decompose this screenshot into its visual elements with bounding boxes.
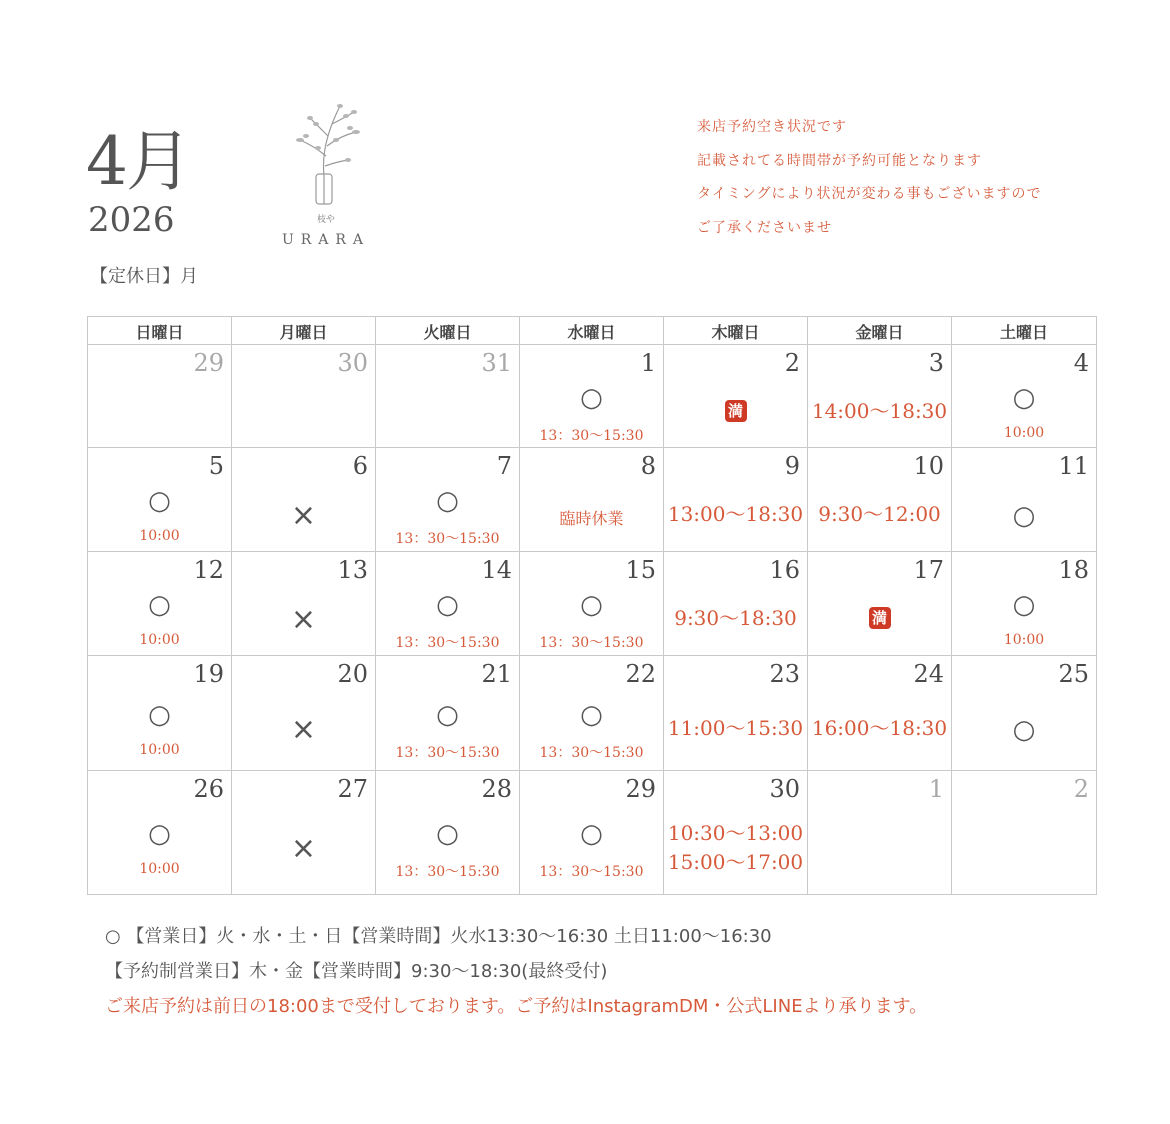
day-number: 14 bbox=[481, 556, 512, 584]
notice-line: タイミングにより状況が変わる事もございますので bbox=[697, 186, 1042, 202]
day-cell[interactable] bbox=[952, 552, 1096, 655]
day-cell[interactable] bbox=[952, 345, 1096, 447]
day-number: 27 bbox=[337, 775, 368, 803]
day-number: 15 bbox=[625, 556, 656, 584]
reservation-slot-time: 10:30〜13:00 bbox=[667, 821, 804, 845]
day-cell[interactable] bbox=[808, 771, 952, 894]
weekday-header: 日曜日 bbox=[88, 317, 232, 344]
day-cell[interactable] bbox=[664, 345, 808, 447]
reservation-slot-time: 11:00〜15:30 bbox=[667, 715, 804, 740]
day-cell[interactable] bbox=[808, 552, 952, 655]
available-circle-icon: ○ bbox=[1012, 501, 1036, 531]
day-number: 2 bbox=[784, 349, 800, 377]
reservation-slots bbox=[808, 397, 951, 426]
unavailable-cross-icon: × bbox=[290, 831, 317, 866]
reservation-slots bbox=[664, 604, 807, 633]
calendar-week-row bbox=[88, 448, 1096, 552]
day-number: 28 bbox=[481, 775, 512, 803]
time-slot-label: 13：30〜15:30 bbox=[395, 744, 500, 761]
day-cell[interactable] bbox=[952, 771, 1096, 894]
available-circle-icon: ○ bbox=[580, 590, 603, 620]
temporary-closure-label: 臨時休業 bbox=[559, 509, 624, 528]
reservation-slots bbox=[664, 819, 807, 877]
weekday-header-row bbox=[88, 317, 1096, 345]
logo-subtext: 枝や bbox=[316, 215, 335, 225]
branch-vase-icon bbox=[270, 96, 382, 208]
available-circle-icon: ○ bbox=[580, 699, 603, 730]
day-cell[interactable] bbox=[664, 552, 808, 655]
available-circle-icon: ○ bbox=[436, 486, 459, 516]
time-slot-label: 10:00 bbox=[139, 528, 180, 544]
time-slot-label: 13：30〜15:30 bbox=[539, 427, 644, 444]
day-number: 5 bbox=[208, 452, 224, 480]
day-number: 30 bbox=[337, 349, 368, 377]
day-cell[interactable] bbox=[376, 552, 520, 655]
available-circle-icon: ○ bbox=[148, 486, 171, 516]
day-cell[interactable] bbox=[376, 345, 520, 447]
day-cell[interactable] bbox=[88, 345, 232, 447]
day-cell[interactable] bbox=[952, 656, 1096, 770]
day-number: 26 bbox=[193, 775, 224, 803]
closed-days-label: 【定休日】月 bbox=[90, 266, 198, 287]
reservation-slots bbox=[664, 714, 807, 743]
reservation-slot-time: 13:00〜18:30 bbox=[667, 502, 804, 526]
day-number: 25 bbox=[1058, 660, 1089, 688]
day-number: 3 bbox=[928, 349, 944, 377]
reservation-slot-time: 15:00〜17:00 bbox=[667, 850, 804, 874]
calendar-week-row bbox=[88, 656, 1096, 771]
available-circle-icon: ○ bbox=[148, 699, 171, 730]
unavailable-cross-icon: × bbox=[290, 498, 317, 533]
day-number: 29 bbox=[193, 349, 224, 377]
available-circle-icon: ○ bbox=[436, 590, 459, 620]
day-number: 2 bbox=[1073, 775, 1089, 803]
day-cell[interactable] bbox=[232, 552, 376, 655]
day-cell[interactable] bbox=[232, 448, 376, 551]
time-slot-label: 10:00 bbox=[1003, 632, 1045, 648]
day-cell[interactable] bbox=[232, 656, 376, 770]
day-cell[interactable] bbox=[664, 771, 808, 894]
day-number: 6 bbox=[352, 452, 368, 480]
day-cell[interactable] bbox=[88, 552, 232, 655]
available-circle-icon: ○ bbox=[580, 819, 603, 849]
legend bbox=[105, 922, 927, 1027]
time-slot-label: 13：30〜15:30 bbox=[539, 864, 644, 880]
weekday-header: 火曜日 bbox=[376, 317, 520, 344]
notice-line: 記載されてる時間帯が予約可能となります bbox=[697, 152, 982, 169]
logo-brand-name: URARA bbox=[281, 232, 371, 248]
day-cell[interactable] bbox=[376, 656, 520, 770]
day-cell[interactable] bbox=[664, 448, 808, 551]
time-slot-label: 13：30〜15:30 bbox=[395, 864, 500, 880]
day-number: 30 bbox=[769, 775, 800, 803]
time-slot-label: 10:00 bbox=[1003, 424, 1045, 441]
weekday-header: 土曜日 bbox=[999, 323, 1048, 342]
notice-line: 来店予約空き状況です bbox=[697, 119, 847, 135]
day-number: 18 bbox=[1058, 556, 1089, 584]
year-label: 2026 bbox=[88, 200, 175, 240]
time-slot-label: 13：30〜15:30 bbox=[395, 635, 500, 651]
day-cell[interactable] bbox=[232, 771, 376, 894]
available-circle-icon: ○ bbox=[148, 819, 171, 849]
reservation-slot-time: 9:30〜12:00 bbox=[818, 502, 941, 526]
day-cell[interactable] bbox=[376, 448, 520, 551]
available-circle-icon: ○ bbox=[580, 382, 603, 413]
day-number: 21 bbox=[481, 660, 512, 688]
day-cell[interactable] bbox=[88, 448, 232, 551]
time-slot-label: 13：30〜15:30 bbox=[539, 744, 644, 761]
day-number: 4 bbox=[1073, 349, 1089, 377]
day-cell[interactable] bbox=[952, 448, 1096, 551]
day-cell[interactable] bbox=[520, 448, 664, 551]
time-slot-label: 10:00 bbox=[139, 632, 180, 648]
fully-booked-badge: 満 bbox=[869, 607, 891, 629]
day-number: 16 bbox=[769, 556, 800, 584]
day-cell[interactable] bbox=[808, 448, 952, 551]
day-number: 13 bbox=[337, 556, 368, 584]
calendar-grid bbox=[87, 316, 1097, 895]
available-circle-icon: ○ bbox=[148, 590, 171, 620]
day-number: 8 bbox=[640, 452, 656, 480]
calendar-week-row bbox=[88, 552, 1096, 656]
day-number: 29 bbox=[625, 775, 656, 803]
day-number: 10 bbox=[913, 452, 944, 480]
day-number: 11 bbox=[1058, 452, 1089, 480]
day-number: 17 bbox=[913, 556, 944, 584]
day-cell[interactable] bbox=[376, 771, 520, 894]
reservation-slot-time: 9:30〜18:30 bbox=[674, 606, 797, 630]
day-cell[interactable] bbox=[88, 771, 232, 894]
month-title: 4月 bbox=[86, 123, 190, 200]
calendar-week-row bbox=[88, 771, 1096, 894]
day-number: 12 bbox=[193, 556, 224, 584]
available-circle-icon: ○ bbox=[1012, 590, 1036, 620]
day-number: 19 bbox=[193, 660, 224, 688]
day-number: 31 bbox=[481, 349, 512, 377]
day-number: 20 bbox=[337, 660, 368, 688]
reservation-deadline-note: ご来店予約は前日の18:00まで受付しております。ご予約はInstagramDM・公式LINEより承ります。 bbox=[105, 996, 928, 1017]
available-circle-icon: ○ bbox=[436, 819, 459, 849]
reservation-days-note: 【予約制営業日】木・金【営業時間】9:30〜18:30(最終受付) bbox=[105, 961, 608, 982]
fully-booked-badge-wrap bbox=[808, 607, 951, 629]
day-cell[interactable] bbox=[808, 345, 952, 447]
day-number: 1 bbox=[640, 349, 656, 377]
day-cell[interactable] bbox=[520, 345, 664, 447]
day-cell[interactable] bbox=[808, 656, 952, 770]
day-cell[interactable] bbox=[520, 552, 664, 655]
reservation-notice bbox=[697, 116, 1041, 250]
weekday-header: 木曜日 bbox=[664, 317, 808, 344]
available-circle-icon: ○ bbox=[1012, 382, 1036, 413]
day-number: 24 bbox=[913, 660, 944, 688]
notice-line: ご了承くださいませ bbox=[697, 219, 832, 236]
fully-booked-badge: 満 bbox=[725, 400, 747, 422]
day-cell[interactable] bbox=[664, 656, 808, 770]
weekday-header: 水曜日 bbox=[520, 317, 664, 344]
reservation-slots bbox=[808, 500, 951, 529]
unavailable-cross-icon: × bbox=[290, 711, 317, 747]
calendar-week-row bbox=[88, 345, 1096, 448]
reservation-slots bbox=[664, 500, 807, 529]
time-slot-label: 13：30〜15:30 bbox=[539, 635, 644, 651]
day-number: 9 bbox=[784, 452, 800, 480]
day-cell[interactable] bbox=[520, 771, 664, 894]
brand-logo bbox=[270, 96, 390, 256]
day-cell[interactable] bbox=[88, 656, 232, 770]
day-number: 1 bbox=[928, 775, 944, 803]
day-number: 7 bbox=[496, 452, 512, 480]
day-cell[interactable] bbox=[520, 656, 664, 770]
day-number: 22 bbox=[625, 660, 656, 688]
weekday-header: 月曜日 bbox=[232, 317, 376, 344]
unavailable-cross-icon: × bbox=[290, 602, 317, 637]
day-number: 23 bbox=[769, 660, 800, 688]
weekday-header: 金曜日 bbox=[808, 317, 952, 344]
reservation-slots bbox=[808, 714, 951, 743]
available-circle-icon: ○ bbox=[436, 699, 459, 730]
time-slot-label: 10:00 bbox=[139, 741, 180, 758]
time-slot-label: 10:00 bbox=[139, 861, 180, 877]
time-slot-label: 13：30〜15:30 bbox=[395, 531, 500, 547]
business-hours-note: ○ 【営業日】火・水・土・日【営業時間】火水13:30〜16:30 土日11:00〜16:30 bbox=[105, 926, 772, 947]
reservation-slot-time: 14:00〜18:30 bbox=[811, 398, 948, 423]
day-cell[interactable] bbox=[232, 345, 376, 447]
reservation-slot-time: 16:00〜18:30 bbox=[811, 715, 948, 740]
available-circle-icon: ○ bbox=[1012, 714, 1036, 745]
fully-booked-badge-wrap bbox=[664, 400, 807, 422]
